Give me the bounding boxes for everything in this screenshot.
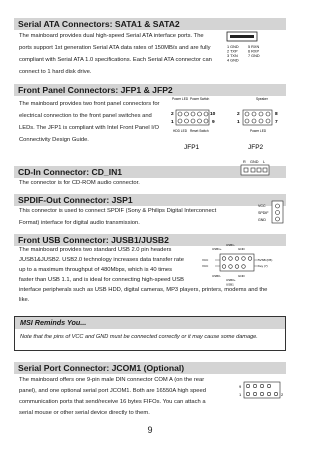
usb-label-5vsb: 5VSB (D5) (258, 258, 273, 262)
spdif-line-2: Format) interface for digital audio transmission. (19, 220, 140, 226)
sata-pin-2: 2 TXP (227, 49, 238, 54)
cd-line: The connector is for CD-ROM audio connector. (19, 180, 140, 186)
serial-connector-diagram (238, 378, 286, 402)
spdif-connector-shape (272, 201, 283, 223)
usb-label-usb1-minus: USB1- (226, 243, 235, 247)
usb-label-usb0-plus: USB0+ (226, 278, 236, 282)
spdif-pin-spdif: SPDIF (258, 211, 269, 215)
cd-connector-diagram (240, 158, 274, 182)
sata-pin-4: 4 GND (227, 58, 239, 63)
serial-pin-header (244, 382, 280, 398)
sata-section-title: Serial ATA Connectors: SATA1 & SATA2 (14, 18, 286, 30)
jfp-line-2: electrical connection to the front panel switches and (19, 113, 152, 119)
cd-section-title: CD-In Connector: CD_IN1 (14, 166, 286, 178)
spdif-connector-diagram (258, 200, 288, 226)
sata-connector-slot (230, 35, 254, 38)
serial-line-2: panel), and one optional serial port JCOM1. Both are 16550A high speed (19, 388, 206, 394)
jfp-line-4: Connectivity Design Guide. (19, 137, 89, 143)
jfp1-diagram (170, 95, 220, 153)
usb-label-gnd-top: GND (238, 247, 245, 251)
serial-pin-1: 1 (239, 392, 242, 397)
usb-pin-header (215, 254, 258, 271)
svg-text:9: 9 (212, 120, 215, 125)
jfp2-power-led-label: Power LED (250, 129, 267, 133)
spdif-line-1: This connector is used to connect SPDIF (Sony & Philips Digital Interconnect (19, 208, 217, 214)
usb-label-usb1: USB1 (226, 282, 234, 286)
sata-connector-diagram (226, 31, 286, 63)
svg-text:7: 7 (275, 120, 278, 125)
svg-text:2: 2 (237, 112, 240, 117)
serial-pin-2: 2 (281, 392, 284, 397)
jfp2-label: JFP2 (248, 144, 264, 151)
jfp-line-1: The mainboard provides two front panel connectors for (19, 101, 160, 107)
svg-text:2: 2 (171, 112, 174, 117)
msi-reminder-title: MSI Reminds You... (15, 317, 285, 329)
usb-label-usb1-plus: USB1+ (212, 247, 222, 251)
usb-line-4: faster than USB 1.1, and is ideal for connecting high-speed USB (19, 277, 184, 283)
sata-line-4: connect to 1 hard disk drive. (19, 69, 92, 75)
usb-label-gnd-bottom: GND (238, 274, 245, 278)
jfp1-reset-switch-label: Reset Switch (190, 129, 209, 133)
usb-line-6: like. (19, 297, 30, 303)
spdif-pin-gnd: GND (258, 218, 266, 222)
jfp1-hdd-led-label: HDD LED (173, 129, 187, 133)
sata-pin-1: 1 GND (227, 45, 239, 49)
usb-label-vcc-2: VCC (202, 264, 209, 268)
msi-reminder-box (14, 316, 286, 351)
sata-pin-6: 6 RXP (248, 49, 259, 54)
cd-pin-gnd: GND (250, 160, 259, 164)
page-number: 9 (147, 425, 153, 435)
spdif-pin-vcc: VCC (258, 204, 266, 208)
jfp-section-title: Front Panel Connectors: JFP1 & JFP2 (14, 84, 286, 96)
usb-line-1: The mainboard provides two standard USB 2.0 pin headers (19, 247, 172, 253)
jfp1-power-switch-label: Power Switch (190, 97, 210, 101)
sata-line-1: The mainboard provides dual high-speed Serial ATA interface ports. The (19, 33, 204, 39)
usb-section-title: Front USB Connector: JUSB1/JUSB2 (14, 234, 286, 246)
serial-line-4: serial mouse or other serial device directly to them. (19, 410, 150, 416)
usb-label-vcc-1: VCC (202, 258, 209, 262)
jfp2-diagram (234, 95, 286, 153)
serial-line-1: The mainboard offers one 9-pin male DIN connector COM A (on the rear (19, 377, 205, 383)
svg-text:1: 1 (171, 120, 174, 125)
jfp-line-3: LEDs. The JFP1 is compliant with Intel Front Panel I/O (19, 125, 160, 131)
sata-pin-5: 5 RXN (248, 45, 260, 49)
jfp1-power-led-label: Power LED (172, 97, 189, 101)
sata-pin-7: 7 GND (248, 54, 260, 58)
svg-text:8: 8 (275, 112, 278, 117)
sata-line-2: ports support 1st generation Serial ATA data rates of 150MB/s and are fully (19, 45, 211, 51)
usb-line-3: up to a maximum throughput of 480Mbps, which is 40 times (19, 267, 173, 273)
msi-reminder-body: Note that the pins of VCC and GND must be connected correctly or it may cause some damage. (20, 334, 258, 340)
cd-pin-r: R (243, 160, 246, 164)
jfp2-speaker-label: Speaker (256, 97, 268, 101)
jfp1-label: JFP1 (184, 144, 200, 151)
svg-text:1: 1 (237, 120, 240, 125)
sata-pin-3: 3 TXN (227, 54, 238, 58)
usb-label-usb0-minus: USB0- (212, 274, 221, 278)
sata-line-3: compliant with Serial ATA 1.0 specifications. Each Serial ATA connector can (19, 57, 212, 63)
serial-line-3: communication ports that send/receive 16 bytes FIFOs. You can attach a (19, 399, 206, 405)
jfp1-pin-header (176, 110, 209, 125)
serial-pin-9: 9 (239, 384, 242, 389)
cd-pin-l: L (263, 160, 266, 164)
jfp2-pin-header (243, 110, 272, 125)
svg-text:10: 10 (210, 112, 216, 117)
usb-line-2: JUSB1&JUSB2. USB2.0 technology increases data transfer rate (19, 257, 184, 263)
usb-connector-diagram (202, 242, 286, 286)
usb-label-key: Key (7) (258, 264, 268, 268)
spdif-section-title: SPDIF-Out Connector: JSP1 (14, 194, 286, 206)
serial-section-title: Serial Port Connector: JCOM1 (Optional) (14, 362, 286, 374)
usb-line-5: interface peripherals such as USB HDD, digital cameras, MP3 players, printers, modems and the (19, 287, 268, 293)
